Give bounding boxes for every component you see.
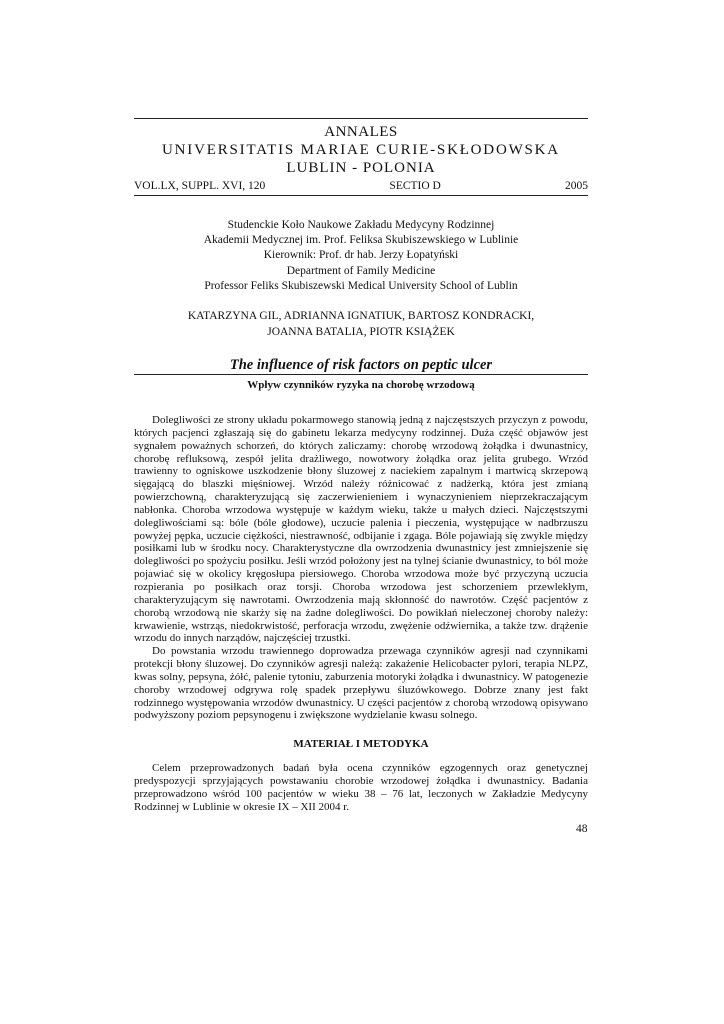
page-number: 48	[576, 823, 588, 835]
bottom-rule	[134, 195, 588, 196]
top-rule	[134, 118, 588, 119]
body-paragraph: Dolegliwości ze strony układu pokarmowego stanowią jedną z najczęstszych przyczyn z powodu, których pacjenci zgłaszają się do gabinetu lekarza medycyny rodzinnej. Duża część objawów jest sygnałem poważnych schorzeń, do których zaliczamy: chorobę wrzodową żołądka i dwunastnicy, chorobę refluksową, zespół jelita drażliwego, nowotwory żołądka oraz jelita grubego. Wrzód trawienny to ogniskowe uszkodzenie błony śluzowej z naciekiem zapalnym i martwicą skrzepową sięgającą do blaszki mięśniowej. Wrzód należy różnicować z nadżerką, która jest zmianą powierzchowną, charakteryzującą się zaczerwienieniem i wynaczynieniem nieprzekraczającym nabłonka. Choroba wrzodowa występuje w każdym wieku, także u małych dzieci. Najczęstszymi dolegliwościami są: bóle (bóle głodowe), uczucie palenia i pieczenia, występujące w nadbrzuszu powyżej pępka, uczucie ciężkości, niestrawność, odbijanie i zgaga. Bóle pojawiają się zwykle między posiłkami lub w środku nocy. Charakterystyczne dla owrzodzenia dwunastnicy jest zmniejszenie się dolegliwości po spożyciu posiłku. Jeśli wrzód położony jest na tylnej ścianie dwunastnicy, to ból może pojawiać się w okolicy kręgosłupa piersiowego. Choroba wrzodowa może być przyczyną uczucia rozpierania po posiłkach oraz torsji. Choroba wrzodowa jest schorzeniem przewlekłym, charakteryzującym się nawrotami. Owrzodzenia mają skłonność do nawrotów. Część pacjentów z chorobą wrzodową nie skarży się na żadne dolegliwości. Do powikłań nieleczonej choroby należy: krwawienie, wstrząs, niedokrwistość, perforacja wrzodu, zwężenie odźwiernika, a także tzw. drążenie wrzodu do innych narządów, najczęściej trzustki.	[134, 414, 588, 645]
journal-title-line-1: ANNALES	[324, 124, 398, 140]
section-heading: MATERIAŁ I METODYKA	[293, 738, 429, 751]
body-paragraph: Do powstania wrzodu trawiennego doprowadza przewaga czynników agresji nad czynnikami protekcji błony śluzowej. Do czynników agresji należą: zakażenie Helicobacter pylori, terapia NLPZ, kwas solny, pepsyna, żółć, palenie tytoniu, zaburzenia motoryki żołądka i dwunastnicy. W patogenezie choroby wrzodowej odgrywa rolę spadek przepływu śluzówkowego. Dobrze znany jest fakt rodzinnego występowania wrzodów dwunastnicy. U części pacjentów z chorobą wrzodową opisywano podwyższony poziom pepsynogenu i zwiększone wydzielanie kwasu solnego.	[134, 645, 588, 722]
volume-row	[134, 179, 588, 195]
affiliation-line: Professor Feliks Skubiszewski Medical University School of Lublin	[204, 279, 518, 292]
volume-info: VOL.LX, SUPPL. XVI, 120	[134, 180, 266, 192]
affiliation-line: Akademii Medycznej im. Prof. Feliksa Skubiszewskiego w Lublinie	[203, 234, 519, 247]
year-info: 2005	[564, 180, 588, 192]
affiliation-line: Kierownik: Prof. dr hab. Jerzy Łopatyński	[263, 249, 459, 262]
authors-line: JOANNA BATALIA, PIOTR KSIĄŻEK	[267, 325, 455, 338]
affiliation-block	[134, 218, 588, 294]
journal-header	[134, 123, 588, 177]
title-rule	[134, 374, 588, 375]
authors-block	[134, 309, 588, 340]
journal-title-line-2: UNIVERSITATIS MARIAE CURIE-SKŁODOWSKA	[162, 142, 560, 158]
authors-line: KATARZYNA GIL, ADRIANNA IGNATIUK, BARTOSZ KONDRACKI,	[187, 310, 535, 323]
affiliation-line: Studenckie Koło Naukowe Zakładu Medycyny Rodzinnej	[227, 219, 495, 231]
article-subtitle: Wpływ czynników ryzyka na chorobę wrzodową	[247, 379, 475, 392]
affiliation-line: Department of Family Medicine	[286, 264, 436, 277]
article-page	[134, 118, 588, 814]
article-body	[134, 414, 588, 814]
journal-title-line-3: LUBLIN - POLONIA	[286, 160, 436, 176]
body-paragraph: Celem przeprowadzonych badań była ocena czynników egzogennych oraz genetycznej predyspozycji sprzyjających powstawaniu chorobie wrzodowej żołądka i dwunastnicy. Badania przeprowadzono wśród 100 pacjentów w wieku 38 – 76 lat, leczonych w Zakładzie Medycyny Rodzinnej w Lublinie w okresie IX – XII 2004 r.	[134, 762, 588, 813]
sectio-info: SECTIO D	[389, 180, 441, 192]
article-title: The influence of risk factors on peptic ulcer	[229, 357, 493, 374]
